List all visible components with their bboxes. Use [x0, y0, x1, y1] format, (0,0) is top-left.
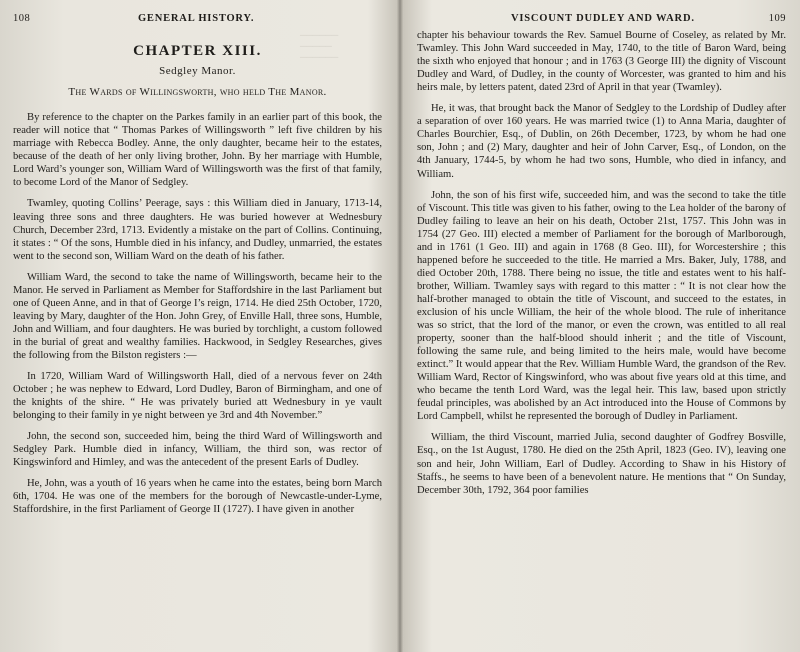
right-page	[401, 0, 800, 652]
paragraph: John, the son of his first wife, succeeded him, and was the second to take the title of Viscount. This title was given to his father, owing to the Lea holder of the barony of Dudley failing to leave an heir on his death, October 21st, 1757. This John was in 1754 (27 Geo. III) elected a member of Parliament for the borough of Marlborough, and in 1761 (1 Geo. III) and again in 1768 (8 Geo. III), for Worcestershire ; this happened before he succeeded to the title. He married a Mrs. Baker, July, 1788, and died October 20th, 1788. There being no issue, the title and estates went to his half-brother, William. Twamley says with regard to this matter : “ It is not clear how the half-brother managed to obtain the title of Viscount, and succeed to the estates, in exclusion of his uncle William, the heir of the whole blood. The rule of inheritance was so strict, that the lord of the manor, or even the crown, was entitled to all real property, sooner than the half-blood should inherit ; and the title of Viscount, following the same rule, and being limited to the heirs male, would have become extinct.” It would appear that the Rev. William Humble Ward, the grandson of the Rev. William Ward, Rector of Kingswinford, who was about five years old at this time, and who became the tenth Lord Ward, was the legal heir. This law, based upon strictly feudal principles, was abolished by an Act introduced into the House of Commons by Lord Campbell, whilst he represented the borough of Dudley in Parliament.	[417, 189, 786, 423]
right-page-number: 109	[768, 13, 786, 24]
chapter-subtitle: The Wards of Willingsworth, who held The Manor.	[68, 86, 327, 99]
right-running-head	[417, 12, 786, 25]
paragraph: William, the third Viscount, married Julia, second daughter of Godfrey Bosville, Esq., on the 1st August, 1780. He died on the 25th April, 1823 (Geo. IV), leaving one son and heir, John William, Earl of Dudley. According to Shaw in his History of Staffs., he seems to have been of a benevolent nature. He mentions that “ On Sunday, December 30th, 1792, 364 poor families	[417, 432, 786, 496]
paragraph: He, it was, that brought back the Manor of Sedgley to the Lordship of Dudley after a separation of over 160 years. He was married twice (1) to Anna Maria, daughter of Charles Bourchier, Esq., of Dublin, on 26th December, 1723, by whom he had one son, John ; and (2) Mary, daughter and heir of John Carver, Esq., of London, on the 4th January, 1744-5, by whom he had two sons, Humble, who died in infancy, and William.	[417, 103, 786, 180]
left-page	[0, 0, 398, 652]
right-running-title: VISCOUNT DUDLEY AND WARD.	[511, 13, 695, 24]
paragraph: John, the second son, succeeded him, being the third Ward of Willingsworth and Sedgley Park. Humble died in infancy, William, the third son, was rector of Kingswinford and Himley, and was the antecedent of the present Earls of Dudley.	[13, 431, 382, 469]
paragraph: chapter his behaviour towards the Rev. Samuel Bourne of Coseley, as related by Mr. Twamley. This John Ward succeeded in May, 1740, to the title of Baron Ward, being the sixth who enjoyed that honour ; and in 1763 (3 George III) the dignity of Viscount Dudley and Ward, of Dudley, in the county of Worcester, was granted to him and his heirs male, by letters patent, dated 23rd of April in that year (Twamley).	[417, 30, 786, 94]
paragraph: He, John, was a youth of 16 years when he came into the estates, being born March 6th, 1704. He was one of the members for the borough of Newcastle-under-Lyme, Staffordshire, in the first Parliament of George II (1727). I have given in another	[13, 478, 382, 516]
left-running-head	[13, 12, 382, 25]
bleed-through-text: ────── ───── ──────	[300, 30, 339, 62]
paragraph: William Ward, the second to take the name of Willingsworth, became heir to the Manor. He served in Parliament as Member for Staffordshire in the last Parliament but one of Queen Anne, and in that of George I’s reign, 1714. He died 25th October, 1720, leaving by Mary, daughter of the Hon. John Grey, of Enville Hall, three sons, Humble, John and William, and four daughters. He was buried by torchlight, a custom followed in the burial of great and wealthy families. Hackwood, in Sedgley Researches, gives the following from the Bilston registers :—	[13, 271, 382, 361]
paragraph: In 1720, William Ward of Willingsworth Hall, died of a nervous fever on 24th October ; he was nephew to Edward, Lord Dudley, Baron of Birmingham, and one of the knights of the shire. “ He was privately buried att Wednesbury in ye vault belonging to their family in ye night between ye 3rd and 4th November.”	[13, 371, 382, 422]
section-title: Sedgley Manor.	[159, 65, 236, 78]
paragraph: Twamley, quoting Collins’ Peerage, says : this William died in January, 1713-14, leaving three sons and three daughters. He was buried however at Wednesbury Church, December 23rd, 1713. Evidently a mistake on the part of Collins. Continuing, it states : “ Of the sons, Humble died in his infancy, and Dudley, unmarried, the estates went to the second son, William Ward on the death of his father.	[13, 198, 382, 262]
left-running-title: GENERAL HISTORY.	[137, 13, 255, 24]
paragraph: By reference to the chapter on the Parkes family in an earlier part of this book, the reader will notice that “ Thomas Parkes of Willingsworth ” left five children by his marriage with Rebecca Bodley. Anne, the only daughter, became heir to the estates, because of the death of her only living brother, John. By her marriage with Humble, Lord Ward’s younger son, William Ward of Willingsworth was the first of that family, to become Lord of the Manor of Sedgley.	[13, 112, 382, 189]
chapter-title: CHAPTER XIII.	[133, 43, 262, 60]
left-page-number: 108	[13, 13, 31, 24]
